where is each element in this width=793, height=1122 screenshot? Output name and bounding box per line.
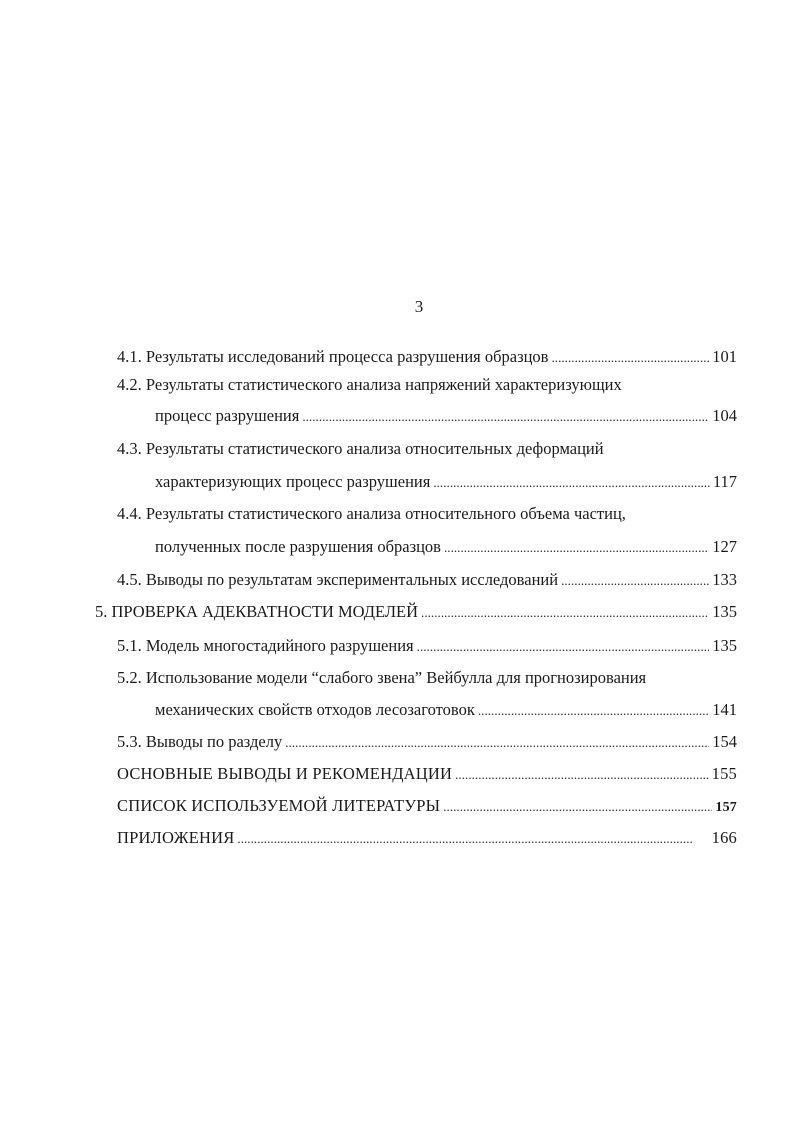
toc-entry-title: СПИСОК ИСПОЛЬЗУЕМОЙ ЛИТЕРАТУРЫ — [117, 796, 441, 815]
toc-entry-page: 157 — [715, 800, 737, 815]
toc-entry-4-4-cont — [155, 535, 737, 559]
toc-entry-title: 4.1. Результаты исследований процесса разрушения образцов — [117, 347, 549, 366]
toc-entry-title: ПРИЛОЖЕНИЯ — [117, 828, 235, 847]
toc-entry-title: 5.1. Модель многостадийного разрушения — [117, 636, 414, 655]
toc-entry-title: 4.2. Результаты статистического анализа напряжений характеризующих — [117, 375, 622, 394]
toc-entry-page: 127 — [712, 537, 737, 556]
toc-entry-title: 4.5. Выводы по результатам экспериментальных исследований — [117, 570, 559, 589]
toc-entry-5-2 — [117, 666, 646, 690]
leader-dots — [302, 405, 709, 429]
leader-dots — [433, 471, 710, 495]
leader-dots — [561, 569, 709, 593]
toc-entry-4-1 — [117, 345, 737, 369]
leader-dots — [285, 731, 709, 755]
toc-entry-title: процесс разрушения — [155, 406, 300, 425]
leader-dots — [478, 699, 709, 723]
toc-entry-page: 166 — [711, 828, 737, 847]
toc-entry-4-3-cont — [155, 470, 737, 494]
toc-entry-4-4 — [117, 502, 626, 526]
toc-entry-title: полученных после разрушения образцов — [155, 537, 441, 556]
toc-entry-page: 155 — [711, 764, 737, 783]
toc-entry-5-1 — [117, 634, 737, 658]
toc-entry-page: 133 — [712, 570, 737, 589]
toc-entry-title: 5.3. Выводы по разделу — [117, 732, 283, 751]
page-number: 3 — [414, 297, 424, 316]
toc-entry-conclusions — [117, 762, 737, 786]
toc-entry-page: 135 — [712, 636, 737, 655]
toc-entry-appendices — [117, 826, 737, 850]
toc-entry-4-3 — [117, 437, 604, 461]
toc-entry-page: 135 — [712, 602, 737, 621]
toc-entry-4-2-cont — [155, 404, 737, 428]
toc-entry-title: ОСНОВНЫЕ ВЫВОДЫ И РЕКОМЕНДАЦИИ — [117, 764, 453, 783]
leader-dots — [455, 763, 709, 787]
toc-entry-page: 104 — [712, 406, 737, 425]
toc-entry-page: 141 — [712, 700, 737, 719]
toc-entry-5-3 — [117, 730, 737, 754]
toc-entry-page: 117 — [712, 472, 737, 491]
leader-dots — [237, 827, 708, 851]
toc-entry-title: характеризующих процесс разрушения — [155, 472, 431, 491]
toc-entry-title: 5.2. Использование модели “слабого звена” Вейбулла для прогнозирования — [117, 668, 647, 687]
toc-entry-page: 101 — [712, 347, 737, 366]
toc-entry-page: 154 — [712, 732, 737, 751]
toc-entry-title: механических свойств отходов лесозаготовок — [155, 700, 475, 719]
toc-entry-4-2 — [117, 373, 622, 397]
toc-entry-title: 4.4. Результаты статистического анализа относительного объема частиц, — [117, 504, 626, 523]
toc-entry-title: 4.3. Результаты статистического анализа относительных деформаций — [117, 439, 604, 458]
toc-entry-references — [117, 794, 737, 818]
leader-dots — [443, 795, 712, 819]
leader-dots — [444, 536, 709, 560]
toc-entry-4-5 — [117, 568, 737, 592]
leader-dots — [551, 346, 709, 370]
toc-entry-title: 5. ПРОВЕРКА АДЕКВАТНОСТИ МОДЕЛЕЙ — [95, 602, 419, 621]
leader-dots — [421, 601, 709, 625]
leader-dots — [417, 635, 710, 659]
toc-entry-5 — [95, 600, 737, 624]
toc-entry-5-2-cont — [155, 698, 737, 722]
